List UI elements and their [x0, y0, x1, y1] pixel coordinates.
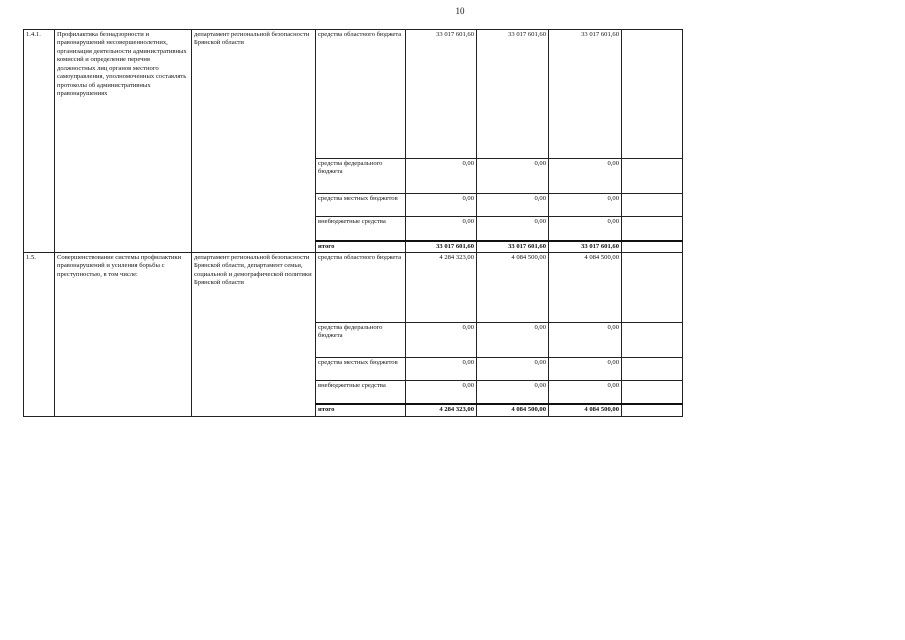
value-cell: 0,00	[549, 217, 622, 241]
value-cell: 0,00	[406, 217, 477, 241]
empty-cell	[622, 159, 683, 194]
value-cell: 0,00	[406, 159, 477, 194]
total-value: 4 084 500,00	[549, 404, 622, 416]
item-code: 1.5.	[24, 252, 55, 416]
total-value: 4 084 500,00	[477, 404, 549, 416]
value-cell: 33 017 601,60	[477, 30, 549, 159]
table-row	[24, 30, 683, 159]
source-label: средства областного бюджета	[316, 252, 406, 322]
source-label: средства федерального бюджета	[316, 322, 406, 357]
value-cell: 0,00	[477, 194, 549, 217]
page-number: 10	[455, 6, 465, 16]
value-cell: 4 284 323,00	[406, 252, 477, 322]
item-executor: департамент региональной безопасности Брянской области	[192, 30, 316, 253]
value-cell: 0,00	[549, 357, 622, 380]
value-cell: 33 017 601,60	[549, 30, 622, 159]
value-cell: 0,00	[477, 357, 549, 380]
source-label: средства областного бюджета	[316, 30, 406, 159]
source-label: внебюджетные средства	[316, 380, 406, 404]
item-executor: департамент региональной безопасности Брянской области, департамент семьи, социальной и демографической политики Брянской области	[192, 252, 316, 416]
item-name: Профилактика безнадзорности и правонарушений несовершеннолетних, организация деятельности административных комиссий и определение перечня должностных лиц органов местного самоуправления, уполномоченных составлять протоколы об административных правонарушениях	[55, 30, 192, 253]
empty-cell	[622, 357, 683, 380]
total-label: итого	[316, 241, 406, 253]
value-cell: 0,00	[477, 380, 549, 404]
total-value: 4 284 323,00	[406, 404, 477, 416]
value-cell: 0,00	[477, 217, 549, 241]
value-cell: 0,00	[406, 357, 477, 380]
source-label: средства местных бюджетов	[316, 357, 406, 380]
value-cell: 0,00	[406, 380, 477, 404]
item-code: 1.4.1.	[24, 30, 55, 253]
empty-cell	[622, 30, 683, 159]
item-name: Совершенствование системы профилактики правонарушений и усиления борьбы с преступностью, в том числе:	[55, 252, 192, 416]
value-cell: 0,00	[549, 322, 622, 357]
value-cell: 0,00	[549, 194, 622, 217]
empty-cell	[622, 194, 683, 217]
empty-cell	[622, 404, 683, 416]
value-cell: 4 084 500,00	[549, 252, 622, 322]
total-value: 33 017 601,60	[477, 241, 549, 253]
value-cell: 4 084 500,00	[477, 252, 549, 322]
value-cell: 0,00	[477, 322, 549, 357]
empty-cell	[622, 252, 683, 322]
total-value: 33 017 601,60	[406, 241, 477, 253]
source-label: средства федерального бюджета	[316, 159, 406, 194]
empty-cell	[622, 217, 683, 241]
empty-cell	[622, 322, 683, 357]
budget-table	[23, 29, 683, 417]
source-label: средства местных бюджетов	[316, 194, 406, 217]
empty-cell	[622, 241, 683, 253]
table-row	[24, 252, 683, 322]
value-cell: 0,00	[406, 322, 477, 357]
value-cell: 0,00	[406, 194, 477, 217]
value-cell: 33 017 601,60	[406, 30, 477, 159]
source-label: внебюджетные средства	[316, 217, 406, 241]
total-label: итого	[316, 404, 406, 416]
value-cell: 0,00	[549, 380, 622, 404]
value-cell: 0,00	[549, 159, 622, 194]
total-value: 33 017 601,60	[549, 241, 622, 253]
value-cell: 0,00	[477, 159, 549, 194]
empty-cell	[622, 380, 683, 404]
